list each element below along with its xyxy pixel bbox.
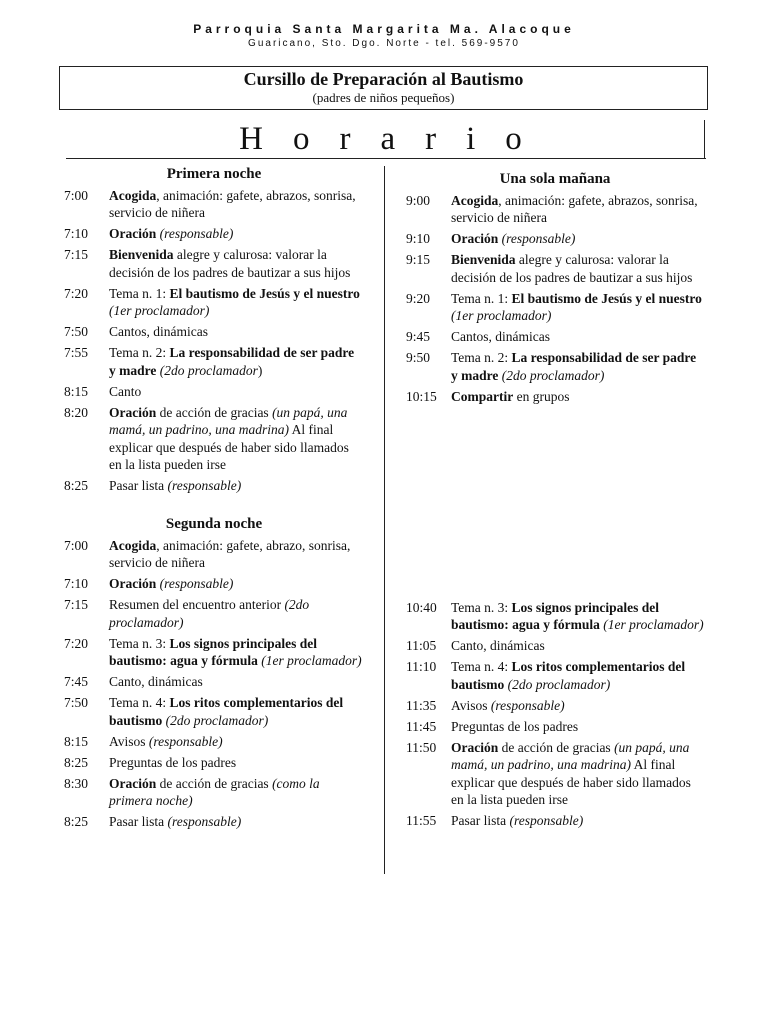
schedule-time: 11:45 [406,718,437,734]
italic-note: (responsable) [490,697,565,713]
schedule-description [109,383,364,401]
manana-rows-bottom [406,599,704,830]
bold-text: El bautismo de Jesús y el nuestro [169,285,360,301]
schedule-row [64,813,364,831]
bold-text: Acogida [109,537,157,553]
schedule-time: 9:45 [406,329,431,344]
italic-note: (2do proclamador [159,362,258,378]
schedule-description [451,697,704,715]
schedule-description [109,344,364,379]
schedule-description [451,251,704,286]
schedule-description [451,290,704,325]
schedule-row [64,404,364,474]
schedule-description [109,635,364,670]
schedule-description [109,477,364,495]
text-segment: Canto [109,383,142,399]
text-segment: , animación: gafete, abrazos, sonrisa, servicio de niñera [451,192,698,225]
heading-underline [66,158,706,159]
bold-text: Los signos principales del bautismo: agua y fórmula [109,635,317,668]
bold-text: Los ritos complementarios del bautismo [451,659,686,692]
bold-text: Bienvenida [109,247,174,262]
bold-text: La responsabilidad de ser padre y madre [109,345,355,378]
text-segment: Avisos [109,733,149,749]
bold-text: Los signos principales del bautismo: agua y fórmula [451,599,659,632]
italic-note: (responsable) [501,231,576,246]
bold-text: Oración [109,775,157,791]
schedule-row [406,388,704,406]
schedule-time: 7:20 [64,285,89,301]
schedule-row [406,637,704,655]
schedule-row [64,225,364,243]
text-segment: Tema n. 1: [109,285,170,301]
schedule-row [64,246,364,281]
italic-note: (responsable) [159,226,234,241]
schedule-time: 8:25 [64,754,89,770]
schedule-description [109,187,364,222]
schedule-row [64,285,364,320]
schedule-row [406,328,704,346]
schedule-time: 7:00 [64,187,89,203]
schedule-heading: Horario [59,120,705,158]
schedule-row [64,596,364,631]
italic-note: (responsable) [148,733,223,749]
manana-rows-top [406,192,704,406]
schedule-row [406,599,704,634]
text-segment: Al final explicar que después de haber sido llamados en la lista pueden irse [451,757,691,807]
section-title-segunda-noche: Segunda noche [165,516,263,532]
text-segment: Tema n. 1: [451,290,512,306]
italic-note: (2do proclamador) [165,712,269,728]
italic-note: (1er proclamador) [109,303,210,318]
text-segment: Cantos, dinámicas [451,329,550,344]
schedule-row [64,733,364,751]
schedule-time: 8:30 [64,775,89,791]
schedule-time: 8:25 [64,478,89,493]
schedule-row [64,187,364,222]
schedule-time: 11:35 [406,697,437,713]
schedule-time: 8:20 [64,404,89,420]
schedule-row [406,349,704,384]
text-segment: Canto, dinámicas [451,638,545,653]
manana-spacer [406,409,704,599]
text-segment: Cantos, dinámicas [109,324,208,339]
schedule-description [109,225,364,243]
italic-note: (responsable) [509,813,584,828]
italic-note: (un papá, una mamá, un padrino, una madrina) [451,739,690,772]
schedule-row [64,673,364,691]
schedule-row [64,694,364,729]
text-segment: Tema n. 2: [451,350,512,365]
text-segment: de acción de gracias [156,775,273,791]
schedule-row [406,697,704,715]
bold-text: Oración [109,226,157,241]
schedule-time: 11:55 [406,813,437,828]
schedule-description [109,733,364,751]
bold-text: Oración [451,739,499,755]
schedule-description [109,775,364,810]
schedule-row [64,754,364,772]
schedule-description [109,813,364,831]
schedule-description [451,328,704,346]
schedule-time: 7:10 [64,576,89,591]
schedule-row [64,323,364,341]
text-segment: en grupos [513,388,570,404]
schedule-row [406,812,704,830]
parish-name: Parroquia Santa Margarita Ma. Alacoque [193,22,575,36]
text-segment: alegre y calurosa: valorar la decisión de los padres de bautizar a sus hijos [109,247,351,280]
schedule-time: 7:00 [64,537,89,553]
schedule-row [64,344,364,379]
schedule-time: 9:20 [406,290,431,306]
italic-note: (2do proclamador) [507,676,611,692]
schedule-time: 9:10 [406,231,431,246]
text-segment: Resumen del encuentro anterior [109,597,285,612]
course-subtitle: (padres de niños pequeños) [312,90,455,105]
schedule-time: 9:00 [406,192,431,208]
schedule-description [451,230,704,248]
text-segment: Pasar lista [109,478,168,493]
text-segment: ) [257,362,263,378]
right-column [406,171,704,833]
schedule-time: 7:15 [64,247,89,262]
schedule-row [406,290,704,325]
schedule-description [109,673,364,691]
italic-note: (como la primera noche) [109,775,320,808]
text-segment: alegre y calurosa: valorar la decisión de los padres de bautizar a sus hijos [451,252,693,285]
course-title: Cursillo de Preparación al Bautismo [243,69,524,89]
schedule-row [64,477,364,495]
italic-note: (responsable) [167,814,242,829]
schedule-time: 10:40 [406,599,437,615]
primera-noche-rows [64,187,364,495]
schedule-row [406,739,704,809]
schedule-description [109,323,364,341]
bold-text: La responsabilidad de ser padre y madre [451,350,697,383]
italic-note: (2do proclamador) [501,367,605,383]
schedule-time: 9:50 [406,350,431,365]
schedule-time: 7:20 [64,635,89,651]
schedule-time: 8:15 [64,733,89,749]
bold-text: Los ritos complementarios del bautismo [109,695,344,728]
schedule-description [451,637,704,655]
italic-note: (responsable) [159,576,234,591]
section-title-primera-noche: Primera noche [166,166,262,182]
schedule-time: 7:50 [64,324,89,339]
schedule-description [451,599,704,634]
bold-text: El bautismo de Jesús y el nuestro [511,290,702,306]
schedule-description [451,718,704,736]
text-segment: Tema n. 3: [109,635,170,651]
section-title-una-sola-manana: Una sola mañana [499,171,611,187]
schedule-row [406,230,704,248]
text-segment: , animación: gafete, abrazos, sonrisa, servicio de niñera [109,187,356,220]
italic-note: (1er proclamador) [603,617,704,632]
italic-note: (responsable) [167,478,242,493]
text-segment: , animación: gafete, abrazo, sonrisa, servicio de niñera [109,537,351,570]
schedule-description [451,812,704,830]
text-segment: Tema n. 2: [109,345,170,360]
schedule-row [406,192,704,227]
schedule-description [109,754,364,772]
schedule-row [406,718,704,736]
schedule-description [451,658,704,693]
schedule-time: 8:25 [64,814,89,829]
text-segment: Pasar lista [109,814,168,829]
text-segment: Canto, dinámicas [109,674,203,689]
text-segment: Tema n. 4: [451,659,512,674]
schedule-time: 7:15 [64,597,89,612]
italic-note: (1er proclamador) [261,653,362,668]
schedule-time: 7:55 [64,345,89,360]
schedule-row [64,537,364,572]
bold-text: Oración [109,404,157,420]
schedule-row [406,251,704,286]
schedule-time: 7:10 [64,226,89,241]
bold-text: Compartir [451,388,514,404]
schedule-row [64,635,364,670]
schedule-description [109,537,364,572]
italic-note: (2do proclamador) [109,597,310,630]
text-segment: Tema n. 4: [109,695,170,710]
text-segment: de acción de gracias [156,404,273,420]
text-segment: Preguntas de los padres [451,718,579,734]
schedule-description [109,575,364,593]
italic-note: (un papá, una mamá, un padrino, una madrina) [109,404,348,437]
schedule-description [109,246,364,281]
italic-note: (1er proclamador) [451,308,552,323]
schedule-description [109,404,364,474]
schedule-time: 7:50 [64,695,89,710]
schedule-time: 9:15 [406,252,431,267]
schedule-time: 11:05 [406,638,437,653]
parish-address: Guaricano, Sto. Dgo. Norte - tel. 569-9570 [248,38,520,49]
text-segment: de acción de gracias [498,739,615,755]
bold-text: Acogida [109,187,157,203]
schedule-row [64,383,364,401]
course-title-box [59,66,708,110]
schedule-row [406,658,704,693]
schedule-time: 7:45 [64,674,89,689]
segunda-noche-rows [64,537,364,831]
column-divider [384,166,385,874]
schedule-description [109,694,364,729]
schedule-description [451,388,704,406]
bold-text: Oración [451,231,499,246]
schedule-time: 11:10 [406,659,437,674]
schedule-row [64,775,364,810]
text-segment: Tema n. 3: [451,599,512,615]
bold-text: Oración [109,576,157,591]
schedule-time: 10:15 [406,388,437,404]
schedule-row [64,575,364,593]
schedule-time: 11:50 [406,739,437,755]
schedule-description [109,596,364,631]
text-segment: Preguntas de los padres [109,754,237,770]
schedule-description [109,285,364,320]
text-segment: Pasar lista [451,813,510,828]
text-segment: Avisos [451,697,491,713]
schedule-description [451,349,704,384]
left-column [64,166,364,834]
bold-text: Acogida [451,192,499,208]
schedule-description [451,739,704,809]
text-segment: Al final explicar que después de haber sido llamados en la lista pueden irse [109,422,349,472]
schedule-description [451,192,704,227]
bold-text: Bienvenida [451,252,516,267]
schedule-time: 8:15 [64,383,89,399]
